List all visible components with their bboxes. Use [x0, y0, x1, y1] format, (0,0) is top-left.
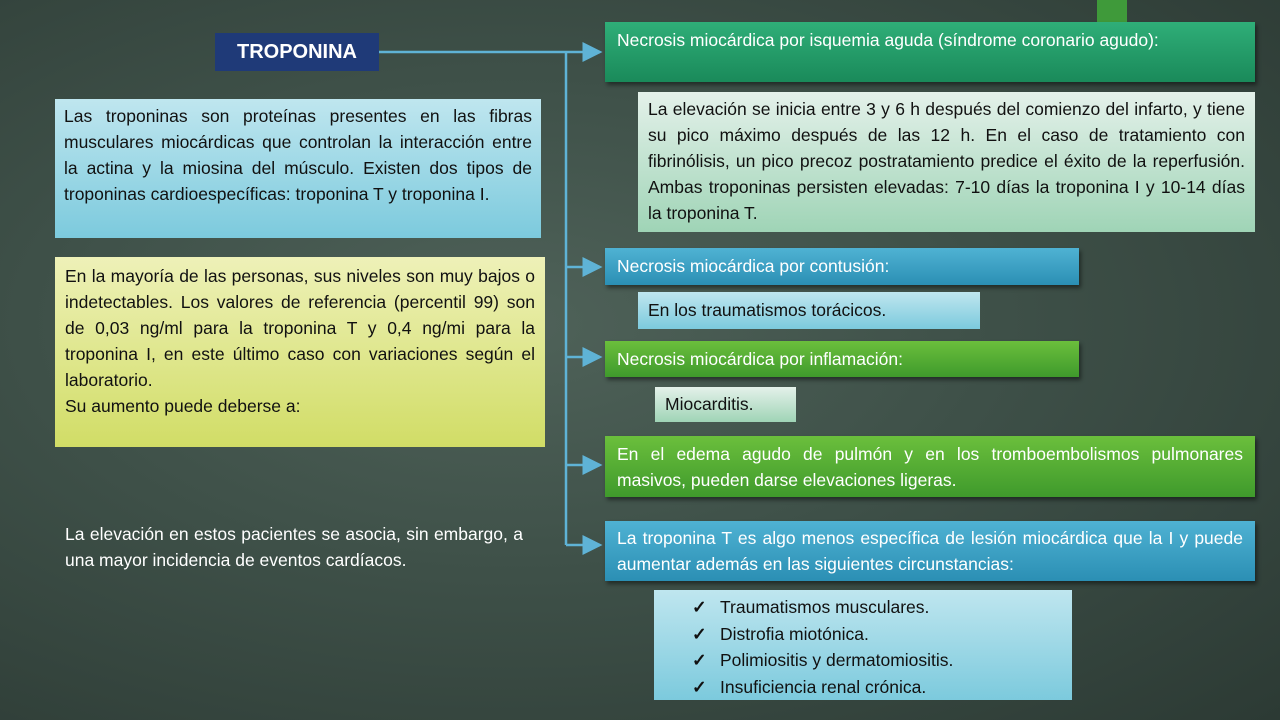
branch-isquemia-detail: La elevación se inicia entre 3 y 6 h después del comienzo del infarto, y tiene su pico máximo después de las 12 h. En el caso de tratamiento con fibrinólisis, un pico precoz postratamiento predice el éxito de la reperfusión. Ambas troponinas persisten elevadas: 7-10 días la troponina I y 10-14 días la troponina T. — [638, 92, 1255, 232]
branch-inflamacion-heading: Necrosis miocárdica por inflamación: — [605, 341, 1079, 377]
branch-contusion-detail: En los traumatismos torácicos. — [638, 292, 980, 329]
intro-box: Las troponinas son proteínas presentes en las fibras musculares miocárdicas que controlan la interacción entre la actina y la miosina del músculo. Existen dos tipos de troponinas cardioespecíficas: troponina T y troponina I. — [55, 99, 541, 238]
check-icon: ✓ — [692, 650, 707, 670]
branch-troponina-t-heading: La troponina T es algo menos específica de lesión miocárdica que la I y puede aumentar además en las siguientes circunstancias: — [605, 521, 1255, 581]
branch-inflamacion-detail: Miocarditis. — [655, 387, 796, 422]
list-item — [690, 647, 1062, 674]
levels-cause-text: Su aumento puede deberse a: — [65, 396, 301, 416]
levels-box — [55, 257, 545, 447]
note-text: La elevación en estos pacientes se asocia, sin embargo, a una mayor incidencia de eventos cardíacos. — [65, 524, 523, 570]
circumstances-list-box — [654, 590, 1072, 700]
branch-contusion-heading: Necrosis miocárdica por contusión: — [605, 248, 1079, 285]
circumstances-list — [690, 594, 1062, 700]
list-item — [690, 674, 1062, 701]
levels-text: En la mayoría de las personas, sus niveles son muy bajos o indetectables. Los valores de referencia (percentil 99) son de 0,03 ng/ml para la troponina T y 0,4 ng/mi para la troponina I, en este último caso con variaciones según el laboratorio. — [65, 266, 535, 390]
list-item-label: Traumatismos musculares. — [720, 597, 930, 617]
list-item-label: Distrofia miotónica. — [720, 623, 869, 644]
page-title: TROPONINA — [215, 33, 379, 71]
list-item — [690, 621, 1062, 648]
branch-edema-heading: En el edema agudo de pulmón y en los tromboembolismos pulmonares masivos, pueden darse elevaciones ligeras. — [605, 436, 1255, 497]
check-icon: ✓ — [692, 597, 707, 617]
branch-isquemia-heading: Necrosis miocárdica por isquemia aguda (síndrome coronario agudo): — [605, 22, 1255, 82]
check-icon: ✓ — [692, 676, 707, 697]
list-item — [690, 594, 1062, 621]
check-icon: ✓ — [692, 623, 707, 644]
list-item-label: Polimiositis y dermatomiositis. — [720, 650, 954, 670]
list-item-label: Insuficiencia renal crónica. — [720, 676, 927, 697]
